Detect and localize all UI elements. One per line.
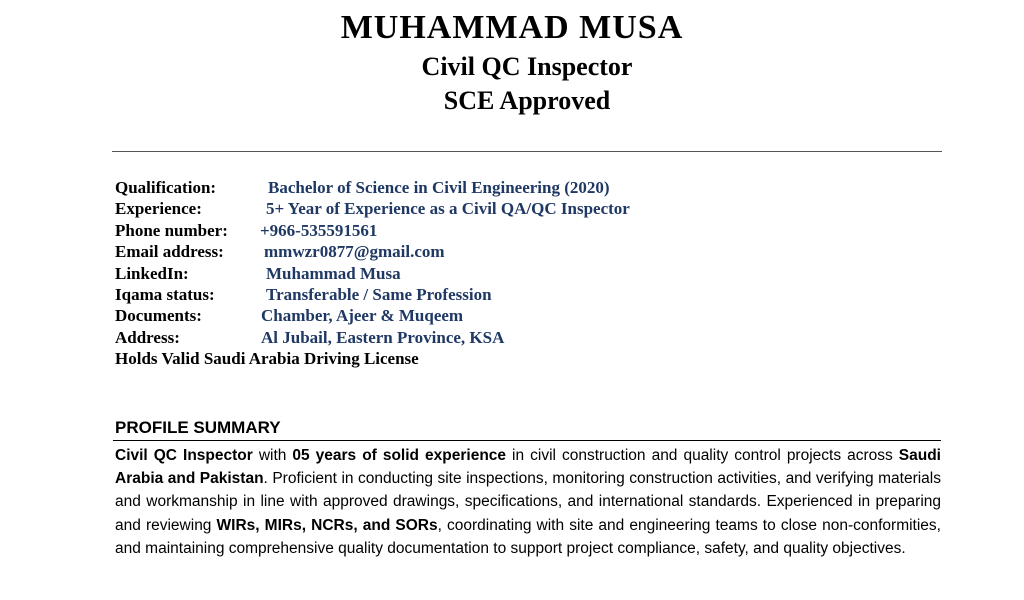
info-row-qualification: [115, 177, 945, 198]
info-row-license: [115, 348, 945, 369]
info-row-documents: [115, 305, 945, 326]
summary-text: with: [252, 447, 293, 464]
summary-emphasis: 05 years of solid experience: [292, 447, 507, 464]
info-row-phone: [115, 220, 945, 241]
info-value: Al Jubail, Eastern Province, KSA: [261, 327, 505, 347]
info-label: Email address:: [115, 242, 224, 262]
info-label: Documents:: [115, 306, 202, 326]
info-label: Phone number:: [115, 220, 228, 240]
info-value: Chamber, Ajeer & Muqeem: [261, 306, 464, 326]
info-label: Iqama status:: [115, 284, 215, 304]
info-row-linkedin: [115, 263, 945, 284]
header-divider: [112, 151, 942, 152]
summary-emphasis: Saudi Arabia and Pakistan: [115, 447, 941, 488]
profile-summary-heading: PROFILE SUMMARY: [115, 418, 281, 437]
info-value: Transferable / Same Profession: [266, 284, 492, 304]
info-label: LinkedIn:: [115, 263, 189, 283]
info-label: Address:: [115, 327, 180, 347]
info-label: Experience:: [115, 199, 202, 219]
info-label: Qualification:: [115, 178, 217, 197]
license-note: Holds Valid Saudi Arabia Driving License: [115, 349, 419, 369]
approval-subtitle: SCE Approved: [443, 86, 611, 115]
section-divider: [113, 440, 941, 441]
profile-summary-text: [115, 444, 941, 560]
info-row-email: [115, 241, 945, 262]
candidate-name: MUHAMMAD MUSA: [340, 9, 684, 46]
summary-emphasis: WIRs, MIRs, NCRs, and SORs: [216, 516, 438, 534]
linkedin-link[interactable]: Muhammad Musa: [266, 263, 401, 283]
info-value: +966-535591561: [260, 220, 378, 240]
summary-text: . Proficient in conducting site inspections, monitoring construction activities, and verifying materials and workmanship in line with approved drawings, specifications, and international standards. Experienced in preparing and reviewing: [115, 470, 942, 534]
info-value: Bachelor of Science in Civil Engineering (2020): [268, 178, 610, 197]
info-value: 5+ Year of Experience as a Civil QA/QC Inspector: [266, 199, 630, 219]
job-title: Civil QC Inspector: [421, 52, 633, 81]
summary-emphasis: Civil QC Inspector: [115, 447, 253, 464]
info-row-address: [115, 327, 945, 348]
email-link[interactable]: mmwzr0877@gmail.com: [264, 242, 445, 262]
info-row-iqama: [115, 284, 945, 305]
summary-text: , coordinating with site and engineering teams to close non-conformities, and maintaining comprehensive quality documentation to support project compliance, safety, and quality objectives.: [115, 516, 941, 557]
info-row-experience: [115, 198, 945, 219]
summary-text: in civil construction and quality control projects across: [506, 447, 899, 464]
personal-info-block: [115, 177, 945, 370]
